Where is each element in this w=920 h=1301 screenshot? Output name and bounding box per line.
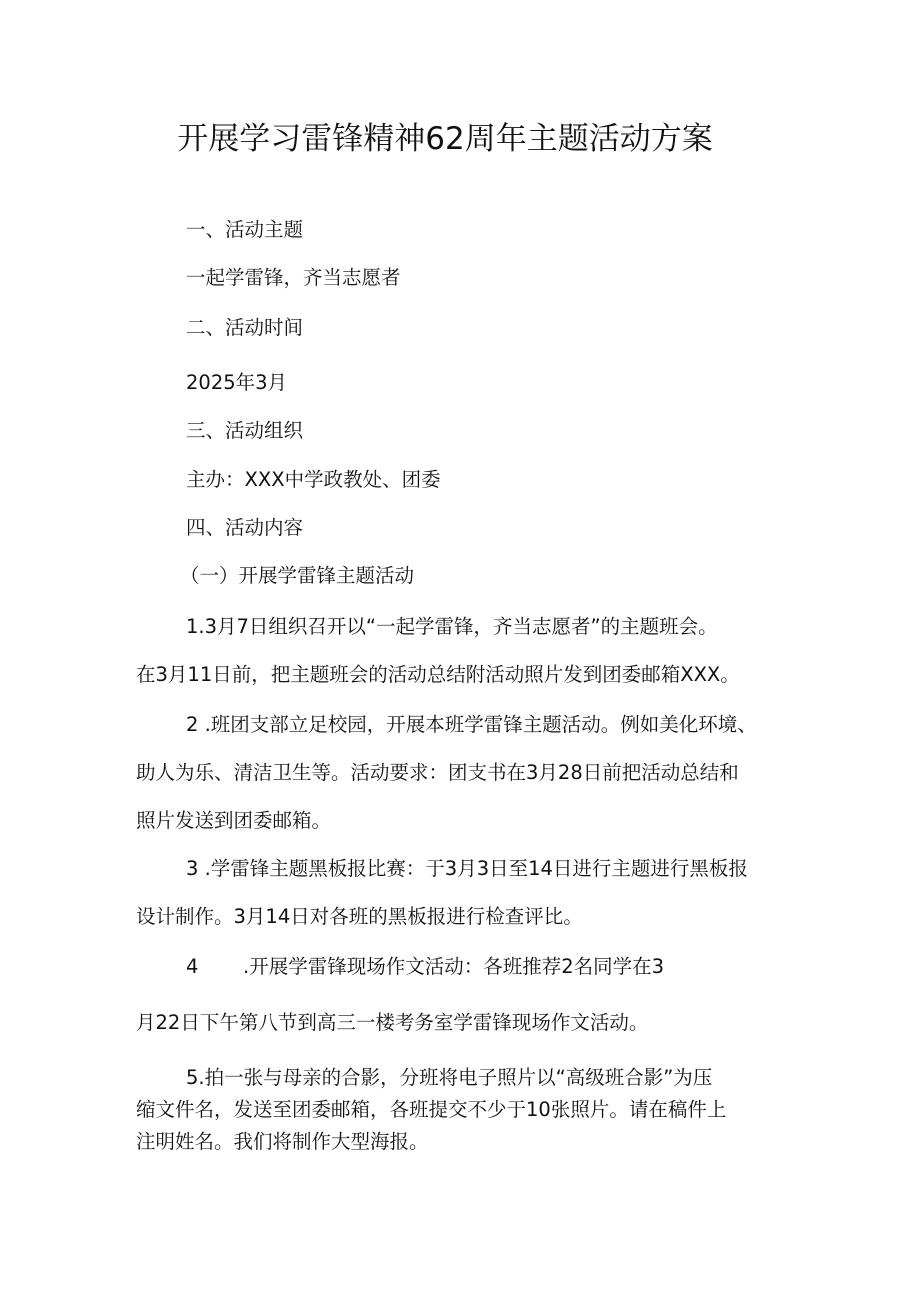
item-5-line-3: 注明姓名。我们将制作大型海报。 [136, 1130, 429, 1153]
item-2-line-1: 2 .班团支部立足校园，开展本班学雷锋主题活动。例如美化环境、 [186, 713, 757, 736]
item-1-line-2: 在3月11日前，把主题班会的活动总结附活动照片发到团委邮箱XXX。 [136, 663, 740, 686]
document-title: 开展学习雷锋精神62周年主题活动方案 [177, 121, 713, 157]
item-4-line-2: 月22日下午第八节到高三一楼考务室学雷锋现场作文活动。 [136, 1011, 649, 1034]
section-text-organization: 主办：XXX中学政教处、团委 [186, 468, 441, 491]
item-5-line-2: 缩文件名，发送至团委邮箱，各班提交不少于10张照片。请在稿件上 [136, 1098, 727, 1121]
item-2-line-2: 助人为乐、清洁卫生等。活动要求：团支书在3月28日前把活动总结和 [136, 761, 739, 784]
section-heading-content: 四、活动内容 [186, 516, 304, 539]
section-heading-theme: 一、活动主题 [186, 218, 304, 241]
section-heading-time: 二、活动时间 [186, 316, 304, 339]
subsection-heading: （一）开展学雷锋主题活动 [180, 564, 415, 587]
item-3-line-1: 3 .学雷锋主题黑板报比赛：于3月3日至14日进行主题进行黑板报 [186, 857, 748, 880]
item-4-number: 4 [186, 955, 199, 978]
item-4-line-1: .开展学雷锋现场作文活动：各班推荐2名同学在3 [243, 955, 665, 978]
section-text-theme: 一起学雷锋，齐当志愿者 [186, 266, 401, 289]
section-text-time: 2025年3月 [186, 371, 288, 394]
item-3-line-2: 设计制作。3月14日对各班的黑板报进行检查评比。 [136, 905, 583, 928]
item-5-line-1: 5.拍一张与母亲的合影，分班将电子照片以“高级班合影”为压 [186, 1066, 713, 1089]
section-heading-organization: 三、活动组织 [186, 419, 304, 442]
item-1-line-1: 1.3月7日组织召开以“一起学雷锋，齐当志愿者”的主题班会。 [186, 615, 718, 638]
item-2-line-3: 照片发送到团委邮箱。 [136, 809, 332, 832]
